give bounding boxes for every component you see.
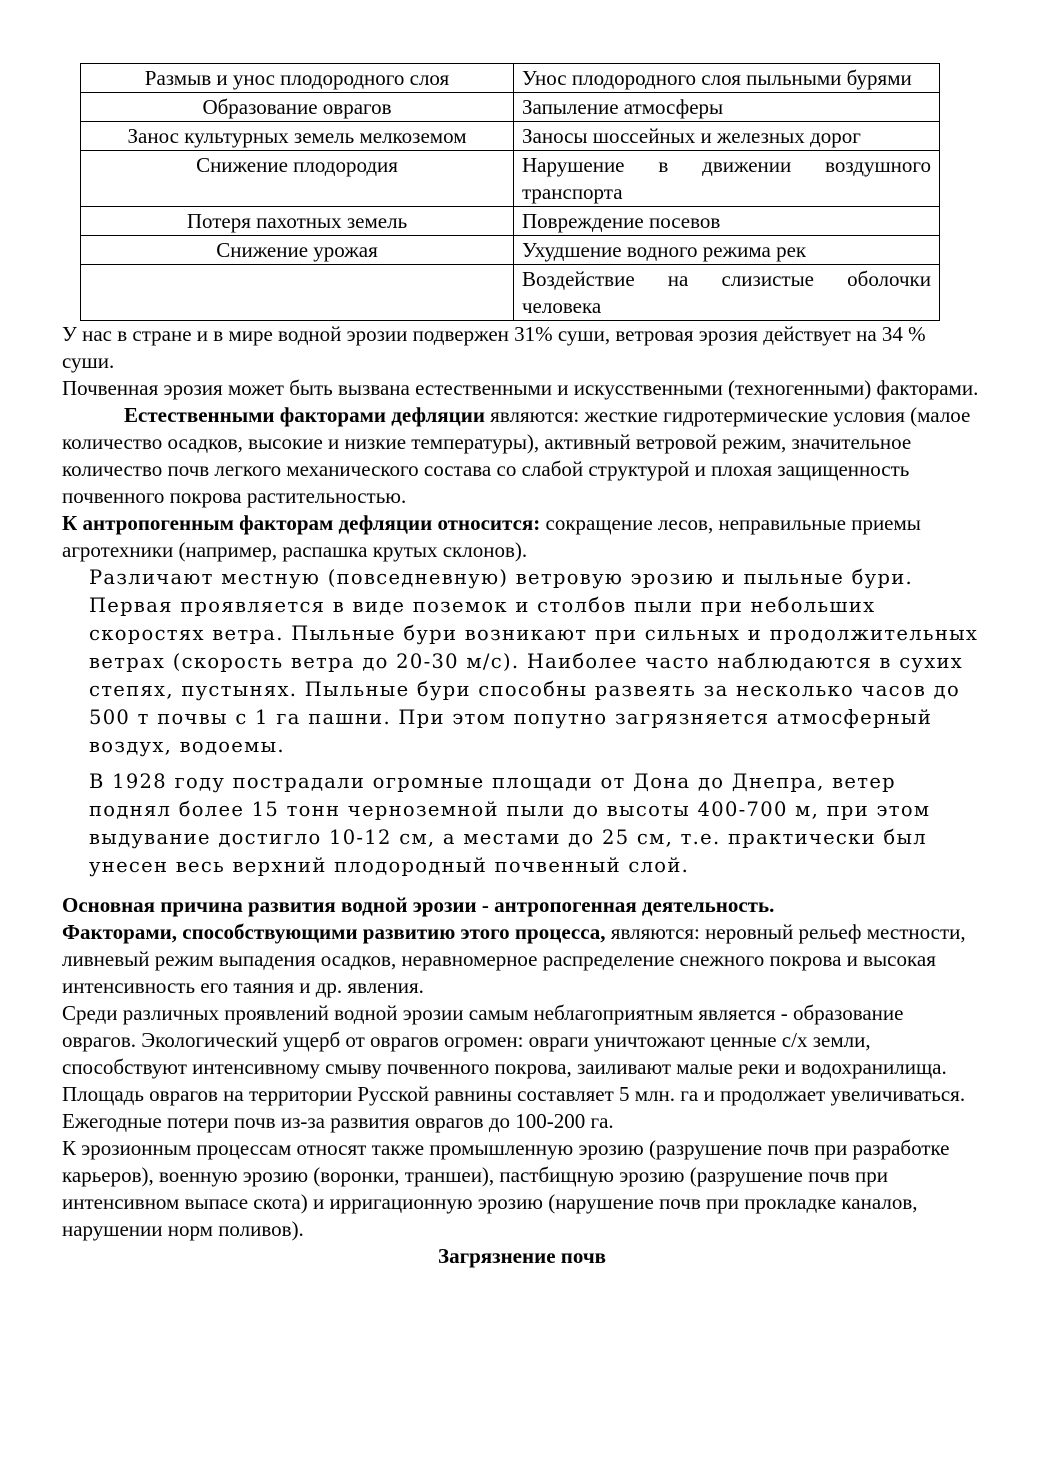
- paragraph-dust-storms: Различают местную (повседневную) ветровую эрозию и пыльные бури. Первая проявляется в виде поземок и столбов пыли при небольших скоростях ветра. Пыльные бури возникают при сильных и продолжительных ветрах (скорость ветра до 20-30 м/с). Наиболее часто наблюдаются в сухих степях, пустынях. Пыльные бури способны развеять за несколько часов до 500 т почвы с 1 га пашни. При этом попутно загрязняется атмосферный воздух, водоемы.: [89, 566, 979, 757]
- paragraph-1928-event: В 1928 году пострадали огромные площади от Дона до Днепра, ветер поднял более 15 тонн черноземной пыли до высоты 400-700 м, при этом выдувание достигло 10-12 см, а местами до 25 см, т.е. практически был унесен весь верхний плодородный почвенный слой.: [89, 770, 931, 877]
- paragraph-other-erosion: К эрозионным процессам относят также промышленную эрозию (разрушение почв при разработке карьеров), военную эрозию (воронки, траншеи), пастбищную эрозию (разрушение почв при интенсивном выпасе скота) и ирригационную эрозию (нарушение почв при прокладке каналов, нарушении норм поливов).: [62, 1136, 950, 1241]
- table-cell-wind-erosion: Воздействие на слизистые оболочки человека: [514, 265, 940, 321]
- table-cell-wind-erosion: Повреждение посевов: [514, 207, 940, 236]
- term-main-cause: Основная причина развития водной эрозии - антропогенная деятельность.: [62, 893, 775, 917]
- consequences-table: [80, 63, 940, 321]
- table-row: [81, 207, 940, 236]
- term-contributing-factors: Факторами, способствующими развитию этого процесса,: [62, 920, 606, 944]
- paragraph-ravines: Среди различных проявлений водной эрозии самым неблагоприятным является - образование оврагов. Экологический ущерб от оврагов огромен: овраги уничтожают ценные с/х земли, способствуют интенсивному смыву почвенного покрова, заиливают малые реки и водохранилища.: [62, 1001, 947, 1079]
- table-cell-wind-erosion: Нарушение в движении воздушного транспорта: [514, 151, 940, 207]
- table-cell-water-erosion: Размыв и унос плодородного слоя: [81, 64, 514, 93]
- table-cell-water-erosion: Снижение урожая: [81, 236, 514, 265]
- term-natural-factors: Естественными факторами дефляции: [124, 403, 485, 427]
- table-row: [81, 151, 940, 207]
- paragraph-natural-factors: [62, 402, 982, 510]
- term-anthropogenic-factors: К антропогенным факторам дефляции относится:: [62, 511, 541, 535]
- paragraph-erosion-causes: Почвенная эрозия может быть вызвана естественными и искусственными (техногенными) факторами.: [62, 376, 979, 400]
- document-page: [62, 63, 982, 1270]
- paragraph-text: являются: жесткие гидротермические условия (малое количество осадков, высокие и низкие температуры), активный ветровой режим, значительное количество почв легкого механического состава со слабой структурой и плохая защищенность почвенного покрова растительностью.: [62, 403, 971, 508]
- section-heading: Загрязнение почв: [437, 1244, 607, 1268]
- table-cell-water-erosion: [81, 265, 514, 321]
- table-cell-water-erosion: Образование оврагов: [81, 93, 514, 122]
- table-cell-wind-erosion: Унос плодородного слоя пыльными бурями: [514, 64, 940, 93]
- table-row: [81, 236, 940, 265]
- table-cell-water-erosion: Потеря пахотных земель: [81, 207, 514, 236]
- paragraph-text: сокращение лесов, неправильные приемы агротехники (например, распашка крутых склонов).: [62, 511, 921, 562]
- paragraph-water-erosion: [62, 892, 982, 1000]
- table-cell-water-erosion: Занос культурных земель мелкоземом: [81, 122, 514, 151]
- paragraph-erosion-share: У нас в стране и в мире водной эрозии подвержен 31% суши, ветровая эрозия действует на 34 % суши.: [62, 322, 926, 373]
- table-row: [81, 93, 940, 122]
- paragraph-text: являются: неровный рельеф местности, ливневый режим выпадения осадков, неравномерное распределение снежного покрова и высокая интенсивность его таяния и др. явления.: [62, 920, 966, 998]
- table-cell-wind-erosion: Заносы шоссейных и железных дорог: [514, 122, 940, 151]
- table-row: [81, 64, 940, 93]
- table-cell-wind-erosion: Запыление атмосферы: [514, 93, 940, 122]
- table-row: [81, 265, 940, 321]
- paragraph-ravine-area: Площадь оврагов на территории Русской равнины составляет 5 млн. га и продолжает увеличиваться. Ежегодные потери почв из-за развития оврагов до 100-200 га.: [62, 1082, 966, 1133]
- table-row: [81, 122, 940, 151]
- table-cell-water-erosion: Снижение плодородия: [81, 151, 514, 207]
- table-cell-wind-erosion: Ухудшение водного режима рек: [514, 236, 940, 265]
- paragraph-anthropogenic-factors: [62, 510, 982, 564]
